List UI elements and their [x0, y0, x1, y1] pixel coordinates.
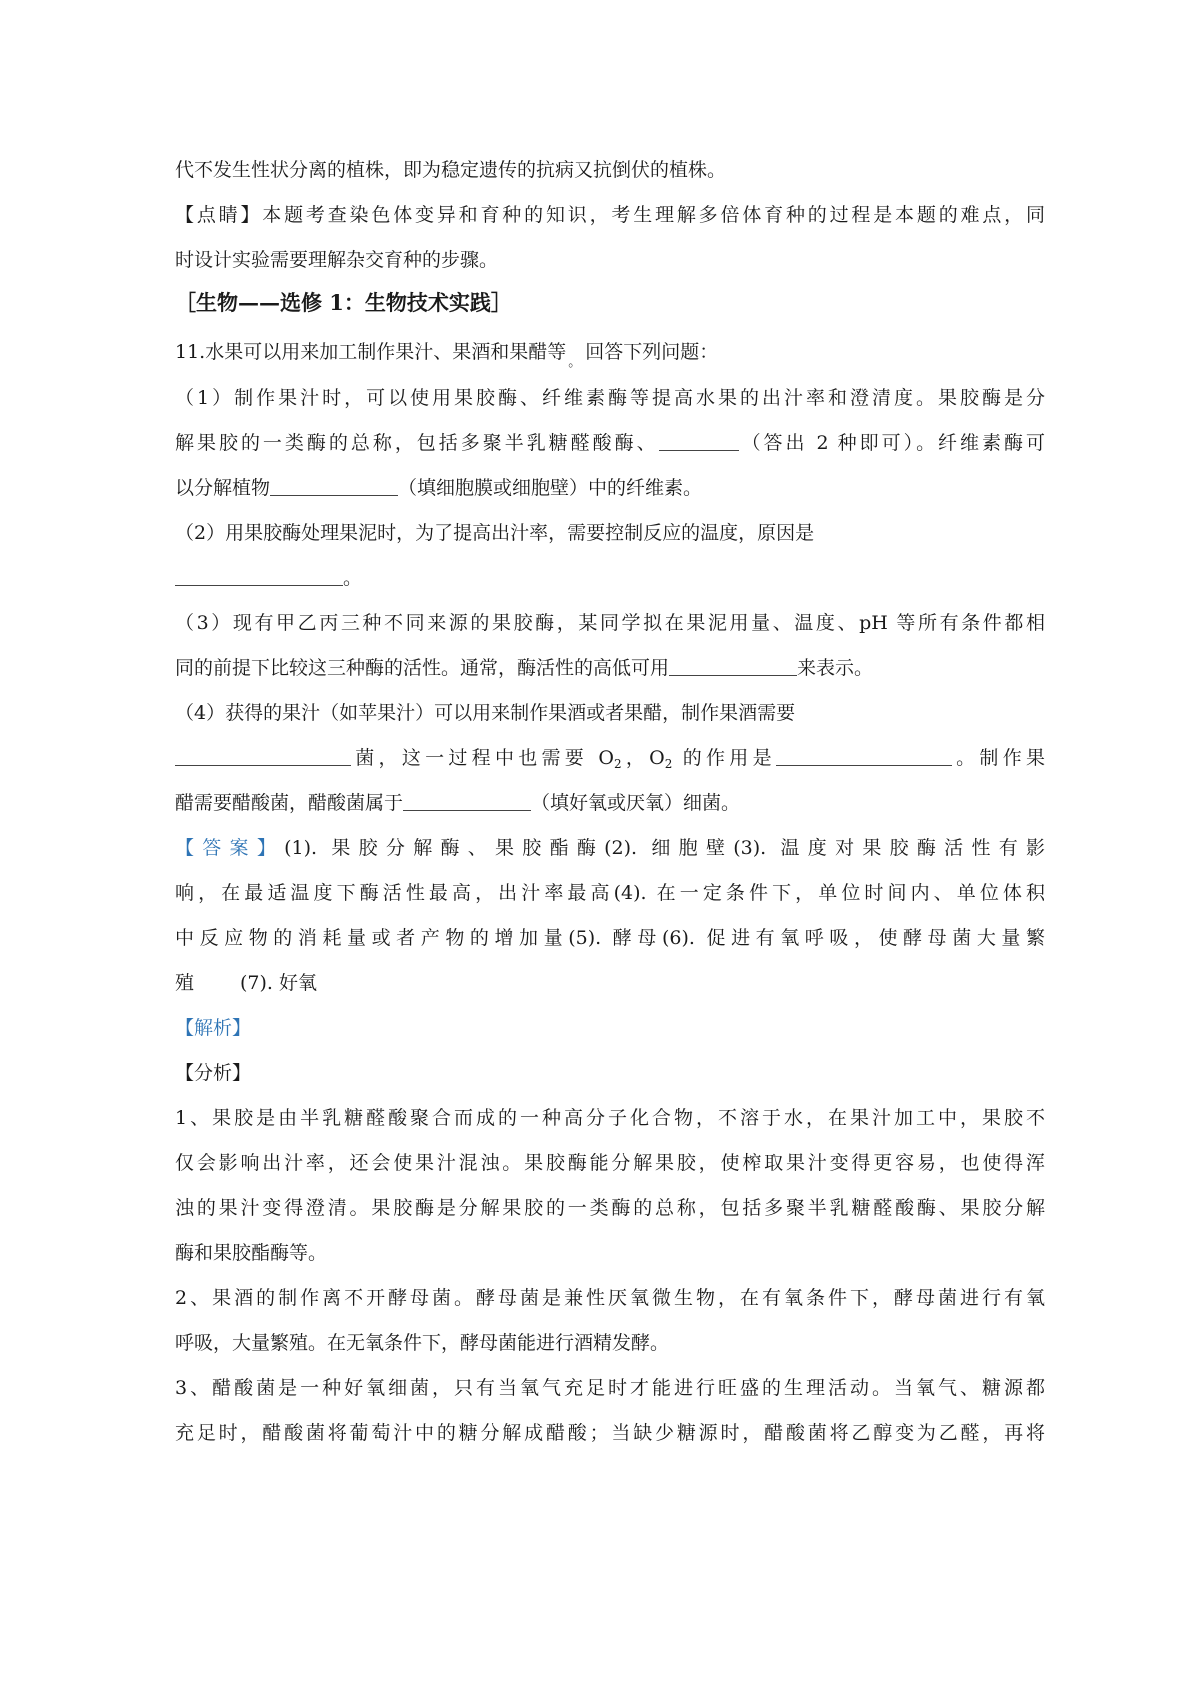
- text-line: [175, 155, 1045, 185]
- answer-item: 响，在最适温度下酶活性最高，出汁率最高: [175, 882, 614, 904]
- analysis-label: [175, 1013, 1045, 1043]
- answer-blank: [659, 432, 739, 451]
- analysis-line: [175, 1238, 1045, 1268]
- text: 2、果酒的制作离不开酵母菌。酵母菌是兼性厌氧微生物，在有氧条件下，酵母菌进行有氧: [175, 1287, 1045, 1309]
- analysis-line: [175, 1148, 1045, 1178]
- text: 菌，这一过程中也需要 O: [351, 747, 614, 769]
- answer-item: 殖: [175, 972, 195, 994]
- text: 同的前提下比较这三种酶的活性。通常，酶活性的高低可用: [175, 657, 670, 679]
- subscript: 2: [613, 757, 622, 771]
- text: 呼吸，大量繁殖。在无氧条件下，酵母菌能进行酒精发酵。: [175, 1332, 670, 1354]
- answer-blank: [403, 792, 531, 811]
- text-line: [175, 245, 1045, 275]
- text: 酶和果胶酯酶等。: [175, 1242, 328, 1264]
- analysis-line: [175, 1283, 1045, 1313]
- analysis-line: [175, 1418, 1045, 1448]
- text: 来表示。: [797, 657, 874, 679]
- question-line: [175, 563, 1045, 593]
- text: 回答下列问题：: [585, 341, 719, 363]
- text: 时设计实验需要理解杂交育种的步骤。: [175, 249, 499, 271]
- question-line: [175, 653, 1045, 683]
- text: 【分析】: [175, 1062, 252, 1084]
- text: （2）用果胶酶处理果泥时，为了提高出汁率，需要控制反应的温度，原因是: [175, 522, 815, 544]
- question-line: [175, 743, 1045, 773]
- text: （填细胞膜或细胞壁）中的纤维素。: [398, 477, 703, 499]
- text: （4）获得的果汁（如苹果汁）可以用来制作果酒或者果醋，制作果酒需要: [175, 702, 796, 724]
- tip-label: 【点睛】: [175, 204, 263, 226]
- answer-blank: [270, 477, 398, 496]
- answer-item: (6). 促进有氧呼吸，使酵母菌大量繁: [661, 927, 1045, 949]
- question-part-4: [175, 698, 1045, 728]
- analysis-line: [175, 1103, 1045, 1133]
- text: （答出 2 种即可）。纤维素酶可: [738, 432, 1045, 454]
- answer-blank: [776, 747, 952, 766]
- answer-item: (1). 果胶分解酶、果胶酯酶: [284, 837, 605, 859]
- text: （3）现有甲乙丙三种不同来源的果胶酶，某同学拟在果泥用量、温度、pH 等所有条件都相: [175, 612, 1045, 634]
- question-line: [175, 473, 1045, 503]
- answer-line: [175, 878, 1045, 908]
- question-part-3: [175, 608, 1045, 638]
- text: 浊的果汁变得澄清。果胶酶是分解果胶的一类酶的总称，包括多聚半乳糖醛酸酶、果胶分解: [175, 1197, 1045, 1219]
- answer-item: (7). 好氧: [240, 972, 318, 994]
- analysis-heading: 【解析】: [175, 1017, 252, 1039]
- answer-label: 【答案】: [175, 837, 285, 859]
- analysis-line: [175, 1193, 1045, 1223]
- answer-line: [175, 968, 1045, 998]
- text: 代不发生性状分离的植株，即为稳定遗传的抗病又抗倒伏的植株。: [175, 159, 727, 181]
- text: （1）制作果汁时，可以使用果胶酶、纤维素酶等提高水果的出汁率和澄清度。果胶酶是分: [175, 387, 1045, 409]
- analysis-line: [175, 1373, 1045, 1403]
- answer-line: [175, 833, 1045, 863]
- question-line: [175, 788, 1045, 818]
- question-part-1: [175, 383, 1045, 413]
- answer-item: (4). 在一定条件下，单位时间内、单位体积: [613, 882, 1045, 904]
- text: 充足时，醋酸菌将葡萄汁中的糖分解成醋酸；当缺少糖源时，醋酸菌将乙醇变为乙醛，再将: [175, 1422, 1045, 1444]
- text: ，O: [621, 747, 665, 769]
- text: 本题考查染色体变异和育种的知识，考生理解多倍体育种的过程是本题的难点，同: [262, 204, 1045, 226]
- text: 的作用是: [672, 747, 776, 769]
- question-part-2: [175, 518, 1045, 548]
- answer-item: (2). 细胞壁: [604, 837, 734, 859]
- question-line: [175, 428, 1045, 458]
- analysis-line: [175, 1328, 1045, 1358]
- text: 醋需要醋酸菌，醋酸菌属于: [175, 792, 404, 814]
- heading-text: ［生物——选修 1：生物技术实践］: [175, 290, 512, 315]
- text: 3、醋酸菌是一种好氧细菌，只有当氧气充足时才能进行旺盛的生理活动。当氧气、糖源都: [175, 1377, 1045, 1399]
- text: 1、果胶是由半乳糖醛酸聚合而成的一种高分子化合物，不溶于水，在果汁加工中，果胶不: [175, 1107, 1045, 1129]
- section-heading: [175, 288, 1045, 318]
- text: 。制作果: [951, 747, 1045, 769]
- answer-blank: [175, 567, 343, 586]
- text: 11.水果可以用来加工制作果汁、果酒和果醋等: [175, 341, 567, 363]
- answer-item: (3). 温度对果胶酶活性有影: [733, 837, 1045, 859]
- text: 仅会影响出汁率，还会使果汁混浊。果胶酶能分解果胶，使榨取果汁变得更容易，也使得浑: [175, 1152, 1045, 1174]
- text: 解果胶的一类酶的总称，包括多聚半乳糖醛酸酶、: [175, 432, 659, 454]
- answer-blank: [669, 657, 797, 676]
- text: （填好氧或厌氧）细菌。: [531, 792, 741, 814]
- subscript: 2: [664, 757, 673, 771]
- question-stem: [175, 337, 1045, 378]
- answer-item: 中反应物的消耗量或者产物的增加量: [175, 927, 569, 949]
- answer-item: (5). 酵母: [568, 927, 662, 949]
- answer-line: [175, 923, 1045, 953]
- tip-line: [175, 200, 1045, 230]
- text: 。: [343, 567, 363, 589]
- text: 。: [568, 355, 582, 370]
- analysis-sub-label: [175, 1058, 1045, 1088]
- text: 以分解植物: [175, 477, 271, 499]
- answer-blank: [175, 747, 351, 766]
